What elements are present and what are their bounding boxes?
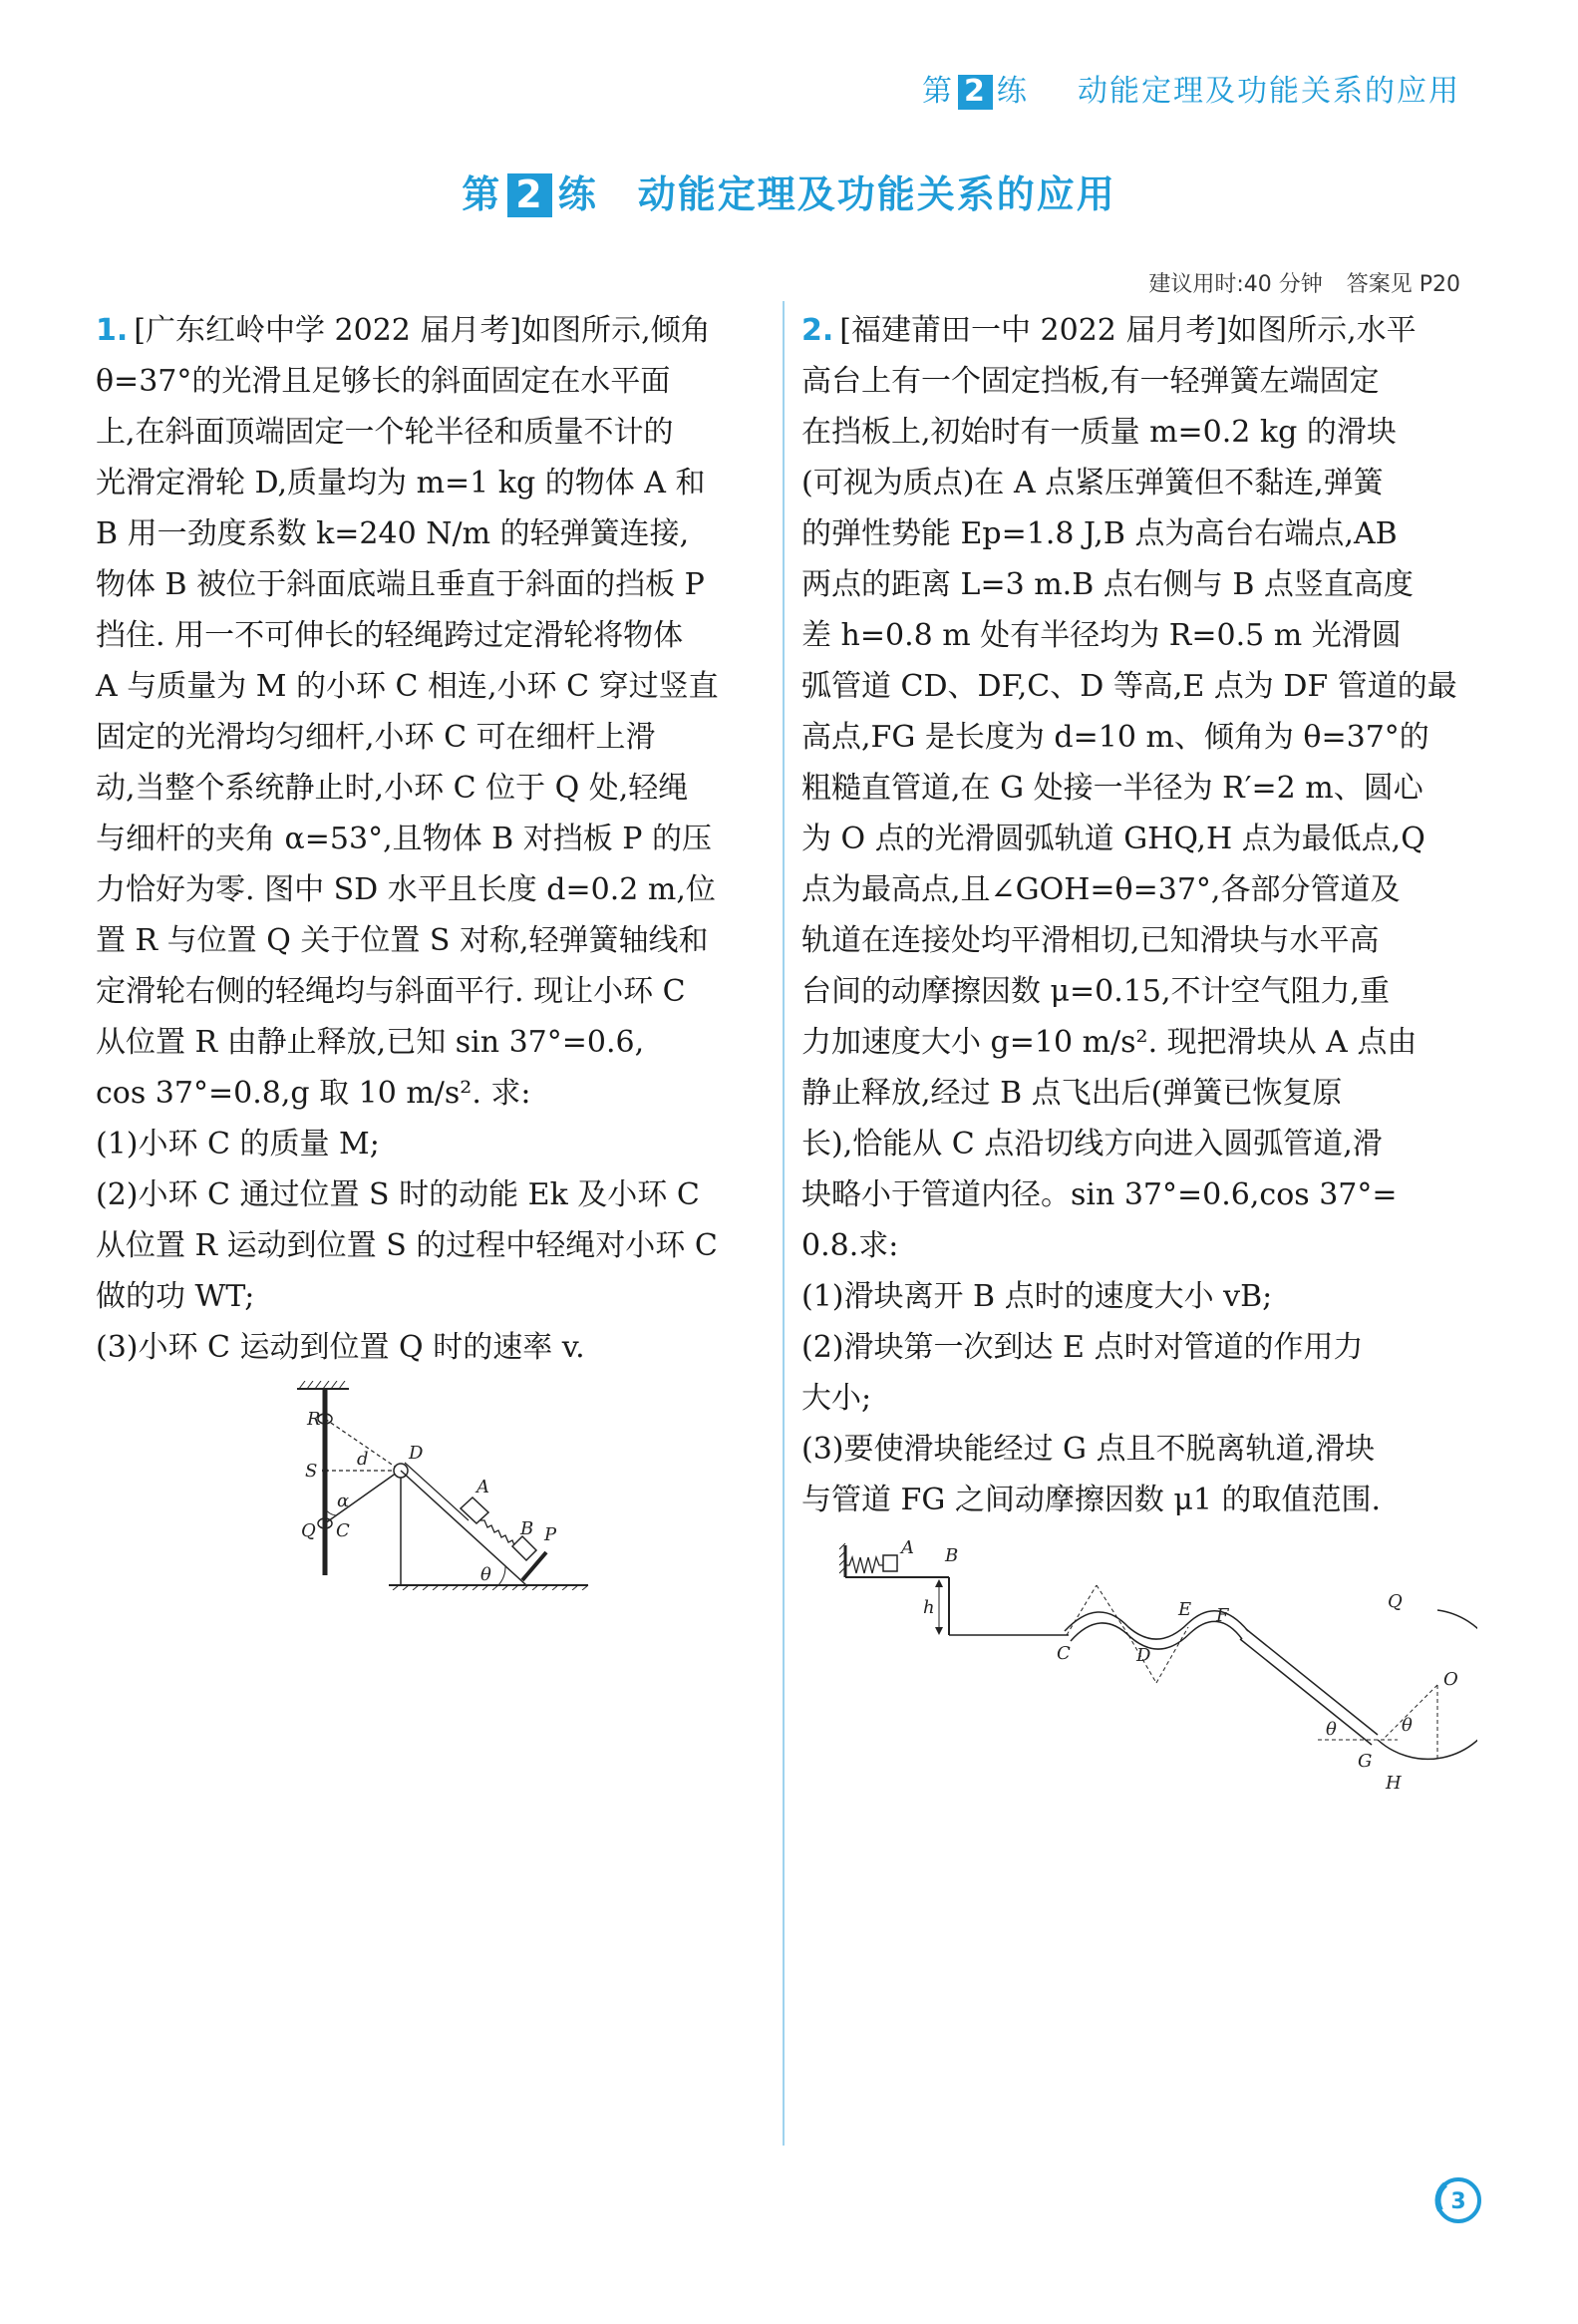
q2-line: 为 O 点的光滑圆弧轨道 GHQ,H 点为最低点,Q	[801, 822, 1425, 856]
q1-label-R: R	[307, 1409, 321, 1430]
q1-line: 做的功 WT;	[96, 1279, 255, 1314]
q1-figure	[289, 1381, 608, 1590]
q2-line: (2)滑块第一次到达 E 点时对管道的作用力	[801, 1330, 1364, 1365]
title-suffix: 练	[557, 172, 598, 216]
q1-line: B 用一劲度系数 k=240 N/m 的轻弹簧连接,	[96, 516, 690, 551]
q2-line: 长),恰能从 C 点沿切线方向进入圆弧管道,滑	[801, 1127, 1383, 1162]
q2-line: 力加速度大小 g=10 m/s². 现把滑块从 A 点由	[801, 1025, 1418, 1060]
q2-label-Q: Q	[1388, 1591, 1403, 1612]
q1-number: 1.	[96, 313, 129, 348]
q2-line: 弧管道 CD、DF,C、D 等高,E 点为 DF 管道的最	[801, 669, 1457, 704]
q1-label-Q: Q	[301, 1520, 316, 1541]
q1-line: (3)小环 C 运动到位置 Q 时的速率 v.	[96, 1330, 585, 1365]
q2-line: 轨道在连接处均平滑相切,已知滑块与水平高	[801, 923, 1380, 958]
page-title	[0, 164, 1578, 218]
q2-line: 两点的距离 L=3 m.B 点右侧与 B 点竖直高度	[801, 567, 1414, 602]
q2-line: 高台上有一个固定挡板,有一轻弹簧左端固定	[801, 364, 1380, 399]
q1-line: 动,当整个系统静止时,小环 C 位于 Q 处,轻绳	[96, 771, 689, 806]
q2-line: (可视为质点)在 A 点紧压弹簧但不黏连,弹簧	[801, 466, 1384, 500]
q1-line: 上,在斜面顶端固定一个轮半径和质量不计的	[96, 415, 674, 450]
title-number: 2	[507, 173, 551, 217]
q1-label-S: S	[305, 1461, 318, 1482]
q2-figure	[839, 1535, 1477, 1805]
q1-label-A: A	[476, 1477, 489, 1497]
q2-label-C: C	[1057, 1643, 1071, 1664]
q2-label-E: E	[1178, 1599, 1192, 1620]
q2-label-G: G	[1358, 1751, 1373, 1772]
page-number-badge	[1433, 2175, 1483, 2225]
header-suffix: 练	[996, 74, 1029, 109]
q1-line: 置 R 与位置 Q 关于位置 S 对称,轻弹簧轴线和	[96, 923, 709, 958]
q2-line: (3)要使滑块能经过 G 点且不脱离轨道,滑块	[801, 1432, 1376, 1467]
q1-line-text: [广东红岭中学 2022 届月考]如图所示,倾角	[134, 313, 711, 348]
q1-line: θ=37°的光滑且足够长的斜面固定在水平面	[96, 364, 671, 399]
q1-line: A 与质量为 M 的小环 C 相连,小环 C 穿过竖直	[96, 669, 719, 704]
question-1	[96, 305, 762, 1373]
q1-line: 固定的光滑均匀细杆,小环 C 可在细杆上滑	[96, 720, 656, 755]
q1-label-C: C	[336, 1520, 350, 1541]
q2-label-H: H	[1386, 1773, 1402, 1794]
q1-label-theta: θ	[480, 1564, 491, 1585]
q1-line: 定滑轮右侧的轻绳均与斜面平行. 现让小环 C	[96, 974, 686, 1009]
q2-label-O: O	[1443, 1669, 1458, 1690]
q2-line	[801, 305, 1463, 356]
q1-label-D: D	[409, 1443, 424, 1464]
header-prefix: 第	[922, 74, 955, 109]
q2-label-h: h	[923, 1597, 935, 1618]
q1-line: cos 37°=0.8,g 取 10 m/s². 求:	[96, 1076, 531, 1111]
answer-ref: 答案见 P20	[1346, 272, 1460, 297]
q2-line: 块略小于管道内径。sin 37°=0.6,cos 37°=	[801, 1177, 1398, 1212]
q2-label-D: D	[1136, 1645, 1151, 1666]
q2-line: 大小;	[801, 1381, 872, 1416]
q1-line: 挡住. 用一不可伸长的轻绳跨过定滑轮将物体	[96, 618, 684, 653]
q2-line: 0.8.求:	[801, 1228, 899, 1263]
q1-line: 物体 B 被位于斜面底端且垂直于斜面的挡板 P	[96, 567, 705, 602]
suggested-time: 建议用时:40 分钟	[1148, 272, 1323, 297]
q2-line: 台间的动摩擦因数 μ=0.15,不计空气阻力,重	[801, 974, 1391, 1009]
q2-line: 的弹性势能 Ep=1.8 J,B 点为高台右端点,AB	[801, 516, 1398, 551]
q1-label-d: d	[357, 1449, 369, 1470]
q1-line: (2)小环 C 通过位置 S 时的动能 Ek 及小环 C	[96, 1177, 700, 1212]
q2-line: 静止释放,经过 B 点飞出后(弹簧已恢复原	[801, 1076, 1343, 1111]
q1-label-B: B	[520, 1518, 534, 1539]
q2-label-A: A	[901, 1537, 914, 1558]
q2-label-B: B	[945, 1545, 959, 1566]
q2-line: 粗糙直管道,在 G 处接一半径为 R′=2 m、圆心	[801, 771, 1423, 806]
q1-line: (1)小环 C 的质量 M;	[96, 1127, 380, 1162]
q2-line: (1)滑块离开 B 点时的速度大小 vB;	[801, 1279, 1273, 1314]
q1-label-alpha: α	[337, 1491, 350, 1511]
q1-line: 从位置 R 由静止释放,已知 sin 37°=0.6,	[96, 1025, 645, 1060]
column-divider	[783, 301, 785, 2146]
q2-line: 差 h=0.8 m 处有半径均为 R=0.5 m 光滑圆	[801, 618, 1402, 653]
q2-line: 在挡板上,初始时有一质量 m=0.2 kg 的滑块	[801, 415, 1397, 450]
q2-label-theta2: θ	[1402, 1715, 1413, 1736]
title-prefix: 第	[462, 172, 502, 216]
question-2	[801, 305, 1463, 1525]
header-topic: 动能定理及功能关系的应用	[1078, 74, 1460, 109]
q1-line: 从位置 R 运动到位置 S 的过程中轻绳对小环 C	[96, 1228, 718, 1263]
q2-line: 点为最高点,且∠GOH=θ=37°,各部分管道及	[801, 872, 1401, 907]
header-number: 2	[958, 75, 993, 110]
q1-line: 力恰好为零. 图中 SD 水平且长度 d=0.2 m,位	[96, 872, 716, 907]
practice-meta	[1148, 267, 1460, 298]
title-topic: 动能定理及功能关系的应用	[637, 172, 1116, 216]
page-number: 3	[1450, 2189, 1466, 2214]
running-header	[922, 66, 1460, 110]
q2-line-text: [福建莆田一中 2022 届月考]如图所示,水平	[839, 313, 1417, 348]
q2-label-theta1: θ	[1326, 1719, 1337, 1740]
q1-line: 与细杆的夹角 α=53°,且物体 B 对挡板 P 的压	[96, 822, 713, 856]
q2-label-F: F	[1216, 1605, 1229, 1626]
q2-line: 与管道 FG 之间动摩擦因数 μ1 的取值范围.	[801, 1483, 1382, 1517]
q1-line	[96, 305, 762, 356]
q2-number: 2.	[801, 313, 834, 348]
q1-line: 光滑定滑轮 D,质量均为 m=1 kg 的物体 A 和	[96, 466, 706, 500]
q1-label-P: P	[544, 1524, 557, 1545]
q2-line: 高点,FG 是长度为 d=10 m、倾角为 θ=37°的	[801, 720, 1429, 755]
